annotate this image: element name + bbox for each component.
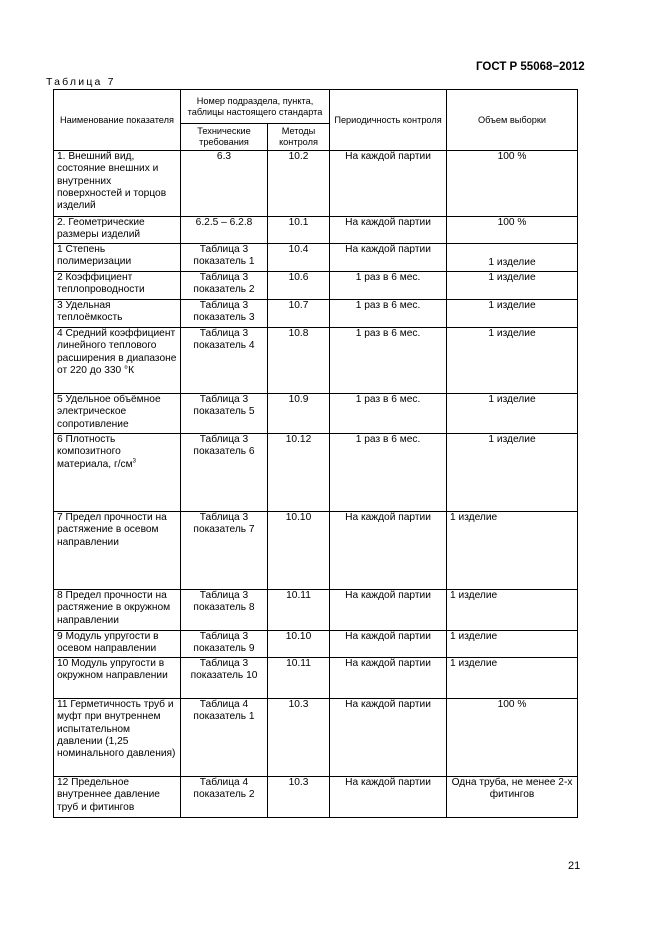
table-row: [54, 658, 578, 699]
cell-sample: 100 %: [447, 151, 578, 217]
cell-name: 12 Предельное внутреннее давление труб и фитингов: [54, 777, 181, 818]
cell-period: На каждой партии: [330, 658, 447, 699]
cell-period: На каждой партии: [330, 590, 447, 631]
cell-req: Таблица 3 показатель 4: [181, 328, 268, 394]
cell-period: 1 раз в 6 мес.: [330, 328, 447, 394]
cell-name: 5 Удельное объёмное электрическое сопротивление: [54, 394, 181, 434]
cell-method: 10.11: [268, 658, 330, 699]
table-row: [54, 631, 578, 658]
cell-period: На каждой партии: [330, 151, 447, 217]
header-test-methods: Методы контроля: [268, 124, 330, 151]
table-row: [54, 777, 578, 818]
cell-method: 10.4: [268, 244, 330, 272]
cell-method: 10.7: [268, 300, 330, 328]
cell-req: Таблица 4 показатель 2: [181, 777, 268, 818]
table-row: [54, 272, 578, 300]
table-row: [54, 512, 578, 590]
table-row: [54, 244, 578, 272]
cell-method: 10.9: [268, 394, 330, 434]
cell-name: 7 Предел прочности на растяжение в осевом направлении: [54, 512, 181, 590]
cell-method: 10.11: [268, 590, 330, 631]
table-row: [54, 434, 578, 512]
cell-name: 2. Геометрические размеры изделий: [54, 217, 181, 244]
table-row: [54, 151, 578, 217]
cell-name: 1. Внешний вид, состояние внешних и внутренних поверхностей и торцов изделий: [54, 151, 181, 217]
header-tech-requirements: Технические требования: [181, 124, 268, 151]
cell-method: 10.10: [268, 512, 330, 590]
cell-name: 9 Модуль упругости в осевом направлении: [54, 631, 181, 658]
cell-sample: 1 изделие: [447, 658, 578, 699]
cell-name: 10 Модуль упругости в окружном направлении: [54, 658, 181, 699]
control-table: [53, 89, 578, 818]
cell-sample: 1 изделие: [447, 300, 578, 328]
header-section-group: Номер подраздела, пункта, таблицы настоящего стандарта: [181, 90, 330, 124]
cell-name: 8 Предел прочности на растяжение в окружном направлении: [54, 590, 181, 631]
cell-sample: 1 изделие: [447, 244, 578, 272]
cell-name: 1 Степень полимеризации: [54, 244, 181, 272]
cell-method: 10.2: [268, 151, 330, 217]
cell-period: На каждой партии: [330, 699, 447, 777]
table-caption: Таблица 7: [46, 76, 116, 88]
table-row: [54, 328, 578, 394]
cell-name: 11 Герметичность труб и муфт при внутреннем испытательном давлении (1,25 номинального давления): [54, 699, 181, 777]
standard-code: ГОСТ Р 55068−2012: [476, 61, 585, 73]
cell-period: На каждой партии: [330, 512, 447, 590]
table-row: [54, 394, 578, 434]
table-row: [54, 699, 578, 777]
table-row: [54, 590, 578, 631]
cell-name: 2 Коэффициент теплопроводности: [54, 272, 181, 300]
cell-req: Таблица 3 показатель 7: [181, 512, 268, 590]
cell-req: Таблица 3 показатель 2: [181, 272, 268, 300]
cell-sample: 100 %: [447, 699, 578, 777]
header-sample-size: Объем выборки: [447, 90, 578, 151]
cell-method: 10.3: [268, 699, 330, 777]
cell-req: Таблица 3 показатель 8: [181, 590, 268, 631]
cell-method: 10.10: [268, 631, 330, 658]
cell-method: 10.6: [268, 272, 330, 300]
cell-period: На каждой партии: [330, 777, 447, 818]
cell-req: Таблица 4 показатель 1: [181, 699, 268, 777]
cell-sample: 1 изделие: [447, 434, 578, 512]
cell-period: 1 раз в 6 мес.: [330, 394, 447, 434]
cell-req: 6.3: [181, 151, 268, 217]
cell-req: Таблица 3 показатель 5: [181, 394, 268, 434]
cell-req: Таблица 3 показатель 9: [181, 631, 268, 658]
cell-period: 1 раз в 6 мес.: [330, 300, 447, 328]
unit-superscript: 3: [132, 458, 136, 465]
cell-method: 10.12: [268, 434, 330, 512]
page-number: 21: [568, 860, 581, 872]
cell-req: 6.2.5 – 6.2.8: [181, 217, 268, 244]
cell-sample: 1 изделие: [447, 328, 578, 394]
cell-method: 10.3: [268, 777, 330, 818]
cell-req: Таблица 3 показатель 10: [181, 658, 268, 699]
table-row: [54, 300, 578, 328]
cell-period: 1 раз в 6 мес.: [330, 434, 447, 512]
cell-req: Таблица 3 показатель 1: [181, 244, 268, 272]
cell-req: Таблица 3 показатель 3: [181, 300, 268, 328]
cell-sample: 1 изделие: [447, 394, 578, 434]
cell-period: На каждой партии: [330, 244, 447, 272]
cell-period: На каждой партии: [330, 631, 447, 658]
table-row: [54, 217, 578, 244]
cell-name-text: 6 Плотность композитного материала, г/см: [57, 434, 133, 470]
cell-period: На каждой партии: [330, 217, 447, 244]
cell-method: 10.8: [268, 328, 330, 394]
cell-name: 4 Средний коэффициент линейного теплового расширения в диапазоне от 220 до 330 °К: [54, 328, 181, 394]
header-periodicity: Периодичность контроля: [330, 90, 447, 151]
cell-name: [54, 434, 181, 512]
cell-sample: 1 изделие: [447, 590, 578, 631]
cell-sample: 1 изделие: [447, 512, 578, 590]
cell-name: 3 Удельная теплоёмкость: [54, 300, 181, 328]
cell-req: Таблица 3 показатель 6: [181, 434, 268, 512]
cell-method: 10.1: [268, 217, 330, 244]
cell-period: 1 раз в 6 мес.: [330, 272, 447, 300]
cell-sample: 1 изделие: [447, 272, 578, 300]
cell-sample: 1 изделие: [447, 631, 578, 658]
header-name: Наименование показателя: [54, 90, 181, 151]
cell-sample: Одна труба, не менее 2-х фитингов: [447, 777, 578, 818]
cell-sample: 100 %: [447, 217, 578, 244]
